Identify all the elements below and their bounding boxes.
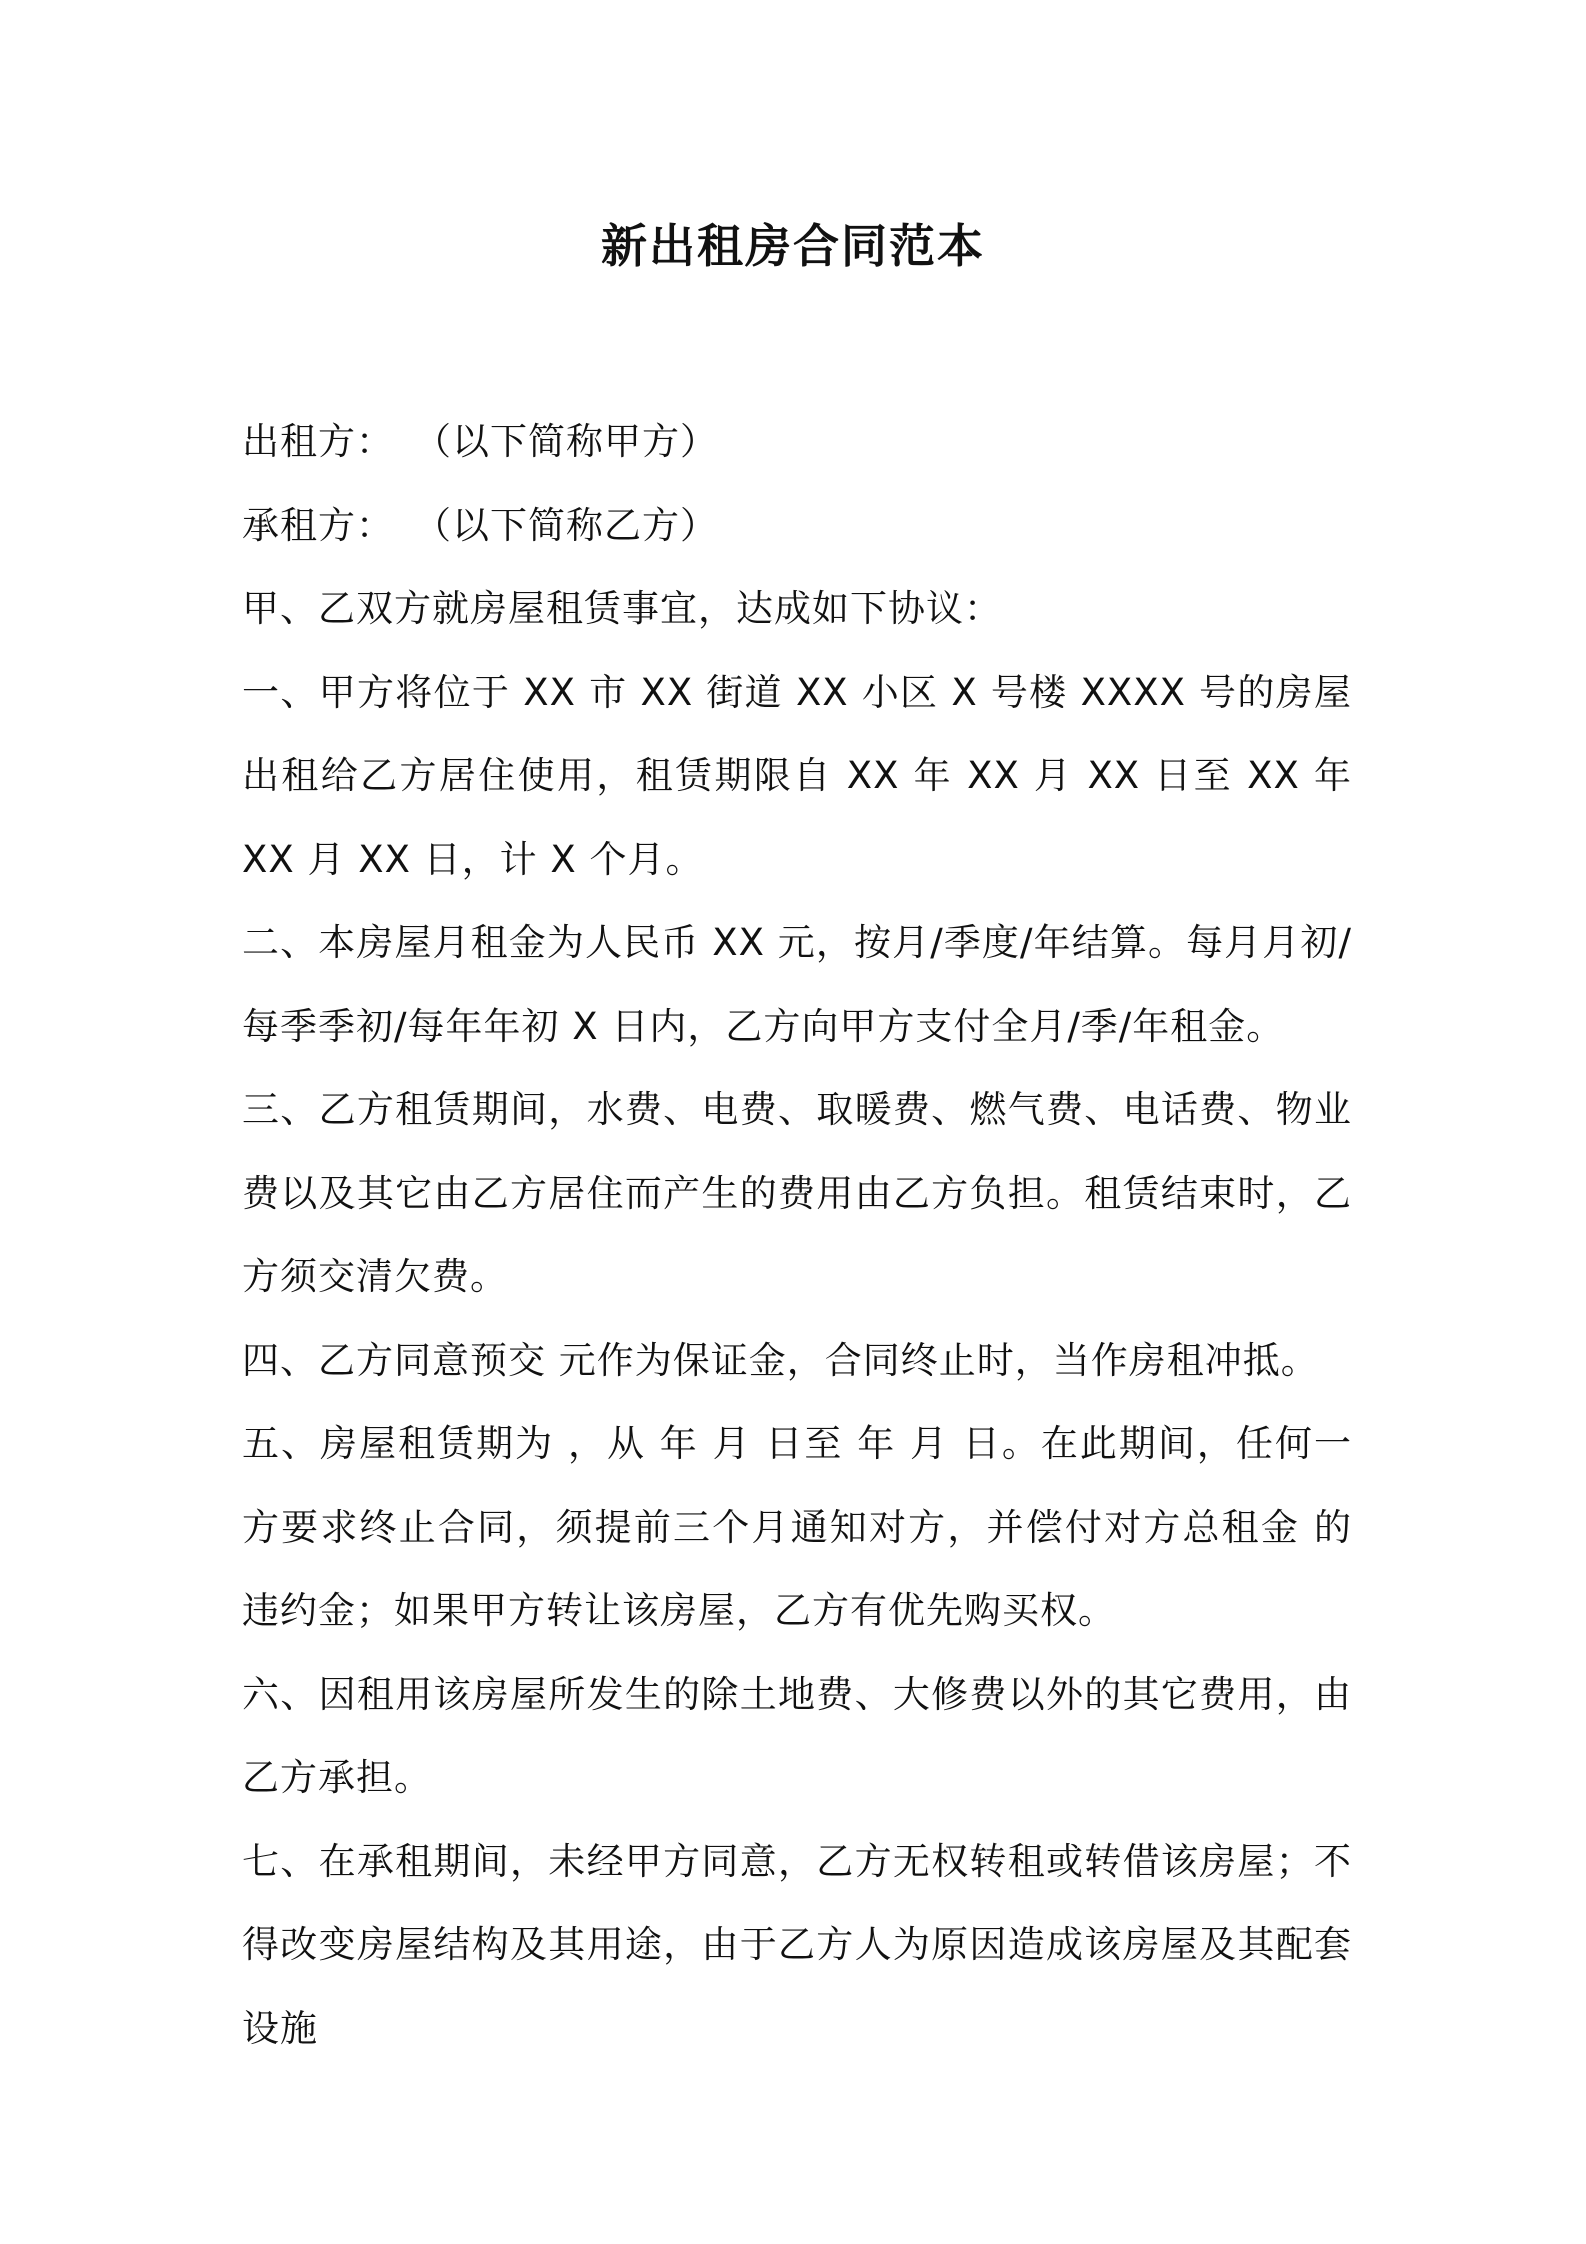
clause-7: 七、在承租期间，未经甲方同意，乙方无权转租或转借该房屋；不得改变房屋结构及其用途，由于乙方人为原因造成该房屋及其配套设施 — [242, 1839, 1352, 2050]
clause-4: 四、乙方同意预交 元作为保证金，合同终止时，当作房租冲抵。 — [242, 1338, 1319, 1382]
lessor-label: 出租方： — [242, 420, 394, 463]
clause-3: 三、乙方租赁期间，水费、电费、取暖费、燃气费、电话费、物业费以及其它由乙方居住而产生的费用由乙方负担。租赁结束时，乙方须交清欠费。 — [242, 1088, 1352, 1298]
agreement-intro: 甲、乙双方就房屋租赁事宜，达成如下协议： — [242, 587, 1002, 630]
clause-2: 二、本房屋月租金为人民币 XX 元，按月/季度/年结算。每月月初/每季季初/每年年初 X 日内，乙方向甲方支付全月/季/年租金。 — [242, 921, 1352, 1048]
document-title: 新出租房合同范本 — [601, 219, 985, 273]
clause-5: 五、房屋租赁期为 ，从 年 月 日至 年 月 日。在此期间，任何一方要求终止合同，须提前三个月通知对方，并偿付对方总租金 的违约金；如果甲方转让该房屋，乙方有优先购买权。 — [242, 1422, 1352, 1632]
document-body — [242, 400, 1352, 2070]
lessee-line — [242, 484, 1352, 568]
lessee-label: 承租方： — [242, 503, 394, 547]
clause-1: 一、甲方将位于 XX 市 XX 街道 XX 小区 X 号楼 XXXX 号的房屋出租给乙方居住使用，租赁期限自 XX 年 XX 月 XX 日至 XX 年 XX 月 XX 日，计 X 个月。 — [242, 670, 1352, 881]
clause-6: 六、因租用该房屋所发生的除土地费、大修费以外的其它费用，由乙方承担。 — [242, 1672, 1352, 1799]
lessor-note: （以下简称甲方） — [414, 420, 718, 463]
lessee-note: （以下简称乙方） — [414, 503, 718, 547]
lessor-line — [242, 400, 1352, 484]
